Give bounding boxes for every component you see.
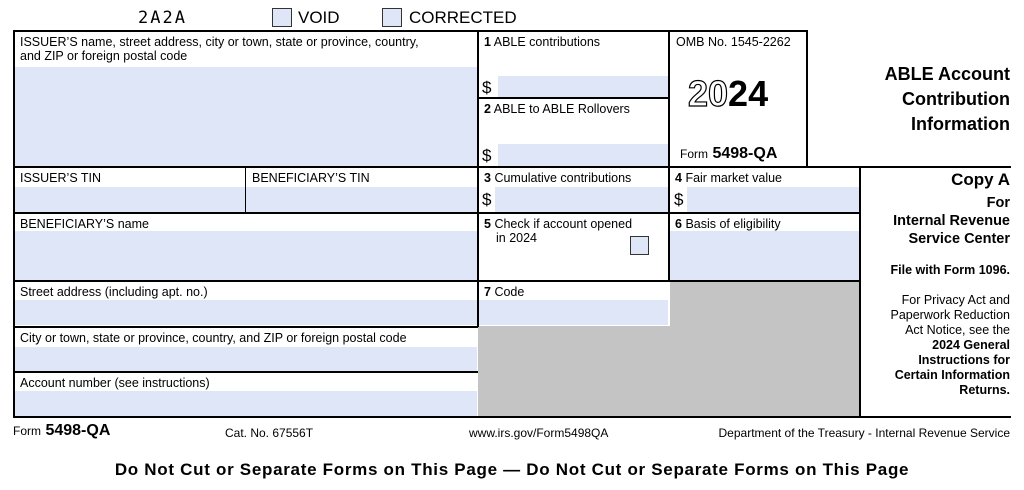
box1-label (484, 35, 600, 49)
rule-477 (477, 30, 479, 327)
box1-field[interactable] (498, 76, 668, 97)
box1-text: ABLE contributions (493, 35, 601, 49)
box3-num: 3 (484, 171, 491, 185)
footer-form-name (13, 422, 110, 440)
box5-num: 5 (484, 217, 491, 231)
box7-label (484, 285, 524, 299)
box3-dollar: $ (482, 190, 492, 209)
box6-text: Basis of eligibility (685, 217, 781, 231)
footer-form-number: 5498-QA (45, 422, 111, 439)
privacy-line1: For Privacy Act and (901, 293, 1010, 307)
box7-text: Code (494, 285, 525, 299)
account-number-field[interactable] (14, 391, 477, 416)
issuer-name-label: ISSUER’S name, street address, city or town, state or province, country, (20, 35, 419, 49)
privacy-line2: Paperwork Reduction (890, 308, 1010, 322)
rule-166 (13, 166, 1011, 168)
tax-year (688, 74, 768, 114)
omb-form-prefix: Form (680, 147, 708, 161)
box2-label (484, 102, 630, 116)
box3-text: Cumulative contributions (494, 171, 632, 185)
rule-212 (13, 212, 860, 214)
privacy-line3: Act Notice, see the (905, 323, 1010, 337)
box6-label (675, 217, 781, 231)
shaded-area-right (670, 281, 859, 326)
street-address-label: Street address (including apt. no.) (20, 285, 208, 299)
issuer-tin-field[interactable] (14, 187, 245, 212)
corrected-checkbox[interactable] (382, 8, 402, 27)
box2-field[interactable] (498, 144, 668, 166)
rule-326 (13, 326, 478, 328)
instructions-line4: Returns. (959, 383, 1010, 397)
omb-form-number: 5498-QA (712, 145, 778, 162)
footer-cat-no: Cat. No. 67556T (225, 426, 314, 440)
box3-label (484, 171, 631, 185)
omb-number: OMB No. 1545-2262 (676, 35, 791, 49)
box4-num: 4 (675, 171, 682, 185)
rule-left (13, 30, 15, 417)
void-checkbox[interactable] (272, 8, 292, 27)
box7-num: 7 (484, 285, 491, 299)
copy-recipient (893, 194, 1010, 248)
issuer-tin-label: ISSUER’S TIN (20, 171, 102, 185)
box6-num: 6 (675, 217, 682, 231)
box5-label (484, 217, 632, 231)
issuer-name-field[interactable] (14, 67, 477, 166)
rule-668 (668, 30, 670, 281)
tax-year-outline: 20 (688, 73, 729, 114)
rule-bottom (13, 416, 1011, 418)
privacy-notice (890, 293, 1010, 398)
copy-irs-line1: Internal Revenue (893, 213, 1010, 229)
rule-top (13, 30, 807, 32)
instructions-line3: Certain Information (894, 368, 1010, 382)
shaded-area-bottom (478, 326, 859, 417)
do-not-cut-warning: Do Not Cut or Separate Forms on This Page — Do Not Cut or Separate Forms on This Page (114, 460, 910, 479)
footer-url[interactable]: www.irs.gov/Form5498QA (469, 426, 609, 440)
instructions-line2: Instructions for (918, 353, 1010, 367)
box1-dollar: $ (482, 78, 492, 97)
rule-tin-divider (245, 166, 246, 213)
file-with-1096: File with Form 1096. (890, 263, 1010, 277)
box5-label-2: in 2024 (496, 231, 538, 245)
city-label: City or town, state or province, country, and ZIP or foreign postal code (20, 331, 407, 345)
box5-text: Check if account opened (494, 217, 633, 231)
box2-num: 2 (484, 102, 491, 116)
box3-field[interactable] (495, 187, 668, 212)
instructions-line1: 2024 General (932, 338, 1010, 352)
copy-for: For (986, 195, 1010, 211)
beneficiary-tin-label: BENEFICIARY’S TIN (252, 171, 370, 185)
box4-label (675, 171, 782, 185)
account-number-label: Account number (see instructions) (20, 376, 210, 390)
box5-checkbox[interactable] (630, 236, 649, 255)
tax-year-bold: 24 (728, 73, 769, 114)
box2-text: ABLE to ABLE Rollovers (493, 102, 630, 116)
beneficiary-tin-field[interactable] (246, 187, 477, 212)
corrected-label: CORRECTED (409, 8, 517, 27)
box2-dollar: $ (482, 146, 492, 165)
form-title-line1: ABLE Account (884, 64, 1010, 84)
beneficiary-name-field[interactable] (14, 231, 477, 280)
box6-field[interactable] (670, 231, 859, 280)
box4-dollar: $ (674, 190, 684, 209)
beneficiary-name-label: BENEFICIARY’S name (20, 217, 149, 231)
form-code: 2A2A (138, 8, 187, 28)
form-title-line2: Contribution (902, 89, 1010, 109)
rule-371 (13, 371, 478, 373)
footer-department: Department of the Treasury - Internal Revenue Service (718, 426, 1010, 440)
footer-form-prefix: Form (13, 424, 41, 438)
rule-806 (806, 30, 808, 167)
city-field[interactable] (14, 347, 477, 371)
issuer-name-label-2: and ZIP or foreign postal code (20, 49, 188, 63)
omb-form-name (680, 145, 777, 163)
box7-field[interactable] (478, 300, 668, 325)
form-title-line3: Information (911, 114, 1010, 134)
rule-859 (859, 166, 861, 417)
box4-field[interactable] (687, 187, 859, 212)
rule-280 (13, 280, 860, 282)
void-label: VOID (298, 8, 340, 27)
box1-num: 1 (484, 35, 491, 49)
box4-text: Fair market value (685, 171, 782, 185)
copy-irs-line2: Service Center (908, 231, 1010, 247)
form-title (885, 62, 1010, 137)
copy-a-label: Copy A (951, 170, 1010, 189)
street-address-field[interactable] (14, 300, 477, 325)
rule-box1-2 (477, 97, 669, 99)
